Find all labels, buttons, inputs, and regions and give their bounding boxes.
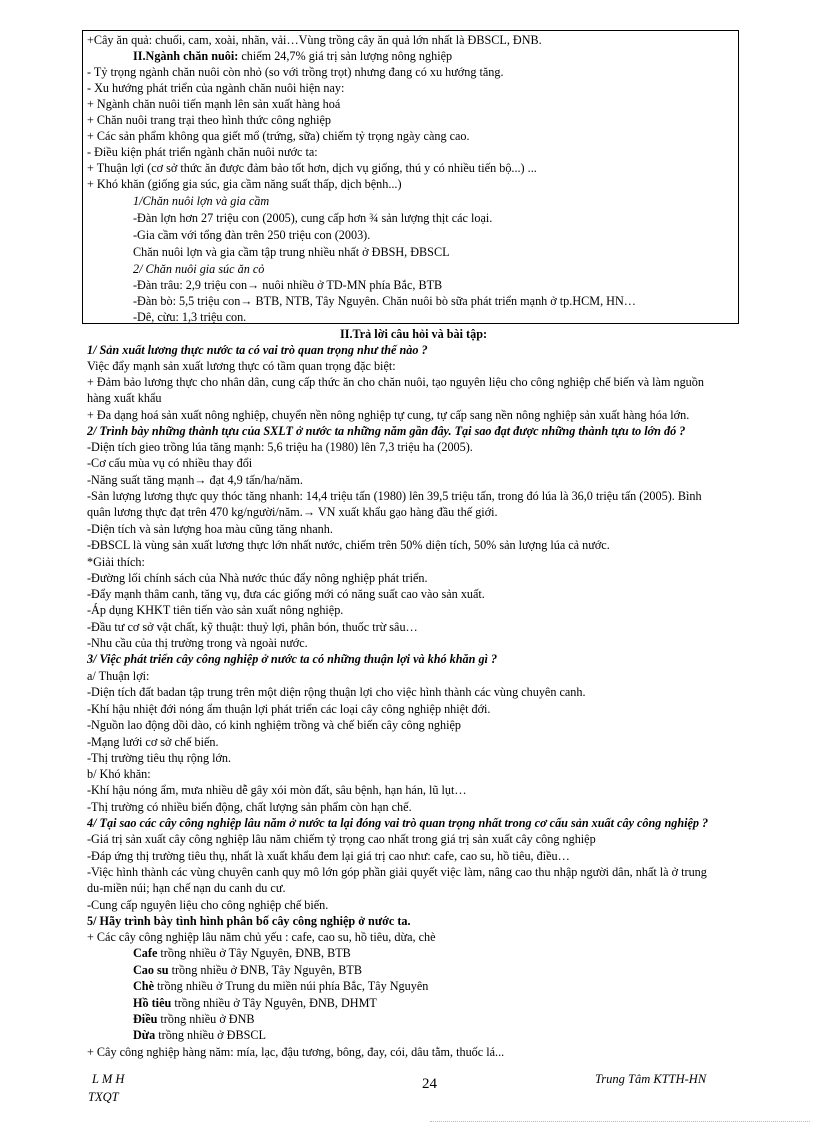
text-line: du-miền núi; hạn chế nạn du canh du cư. (87, 881, 286, 895)
crop-text: trồng nhiều ở Tây Nguyên, ĐNB, BTB (157, 946, 351, 960)
crop-name: Dừa (133, 1028, 156, 1042)
question-1: 1/ Sản xuất lương thực nước ta có vai trò quan trọng như thế nào ? (87, 343, 428, 357)
text-line: -Thị trường có nhiều biến động, chất lượng sản phẩm còn hạn chế. (87, 800, 412, 814)
text-line: -Đàn bò: 5,5 triệu con→ BTB, NTB, Tây Nguyên. Chăn nuôi bò sữa phát triển mạnh ở tp.HCM, HN… (133, 294, 636, 308)
crop-line (133, 963, 362, 978)
text-line: + Các cây công nghiệp lâu năm chủ yếu : cafe, cao su, hồ tiêu, dừa, chè (87, 930, 436, 944)
text-line: Chăn nuôi lợn và gia cầm tập trung nhiều nhất ở ĐBSH, ĐBSCL (133, 245, 450, 259)
crop-name: Hồ tiêu (133, 996, 172, 1010)
text-line: quân lương thực đạt trên 470 kg/người/năm.→ VN xuất khẩu gạo hàng đầu thế giới. (87, 505, 498, 519)
text-line: -Đáp ứng thị trường tiêu thụ, nhất là xuất khẩu đem lại giá trị cao như: cafe, cao su, hồ tiêu, điều… (87, 849, 570, 863)
text-line: - Điều kiện phát triển ngành chăn nuôi nước ta: (87, 145, 318, 159)
text-line: -Nhu cầu của thị trường trong và ngoài nước. (87, 636, 308, 650)
crop-text: trồng nhiều ở Tây Nguyên, ĐNB, DHMT (171, 996, 377, 1010)
crop-line (133, 1028, 266, 1043)
question-3: 3/ Việc phát triển cây công nghiệp ở nước ta có những thuận lợi và khó khăn gì ? (87, 652, 498, 666)
text-line: -Diện tích đất badan tập trung trên một diện rộng thuận lợi cho việc hình thành các vùng chuyên canh. (87, 685, 586, 699)
text-line: -Dê, cừu: 1,3 triệu con. (133, 310, 247, 324)
text-line: -Đàn lợn hơn 27 triệu con (2005), cung cấp hơn ¾ sản lượng thịt các loại. (133, 211, 493, 225)
text-line: -Việc hình thành các vùng chuyên canh quy mô lớn góp phần giải quyết việc làm, nâng cao thu nhập người dân, nhất là ở trung (87, 865, 707, 879)
crop-text: trồng nhiều ở ĐNB (157, 1012, 255, 1026)
text-line: Việc đẩy mạnh sản xuất lương thực có tầm quan trọng đặc biệt: (87, 359, 396, 373)
crop-name: Điều (133, 1012, 158, 1026)
text-line: -Đàn trâu: 2,9 triệu con→ nuôi nhiều ở TD-MN phía Bắc, BTB (133, 278, 443, 292)
text-line: -Gia cầm với tổng đàn trên 250 triệu con (2003). (133, 228, 371, 242)
question-2: 2/ Trình bày những thành tựu của SXLT ở nước ta những năm gần đây. Tại sao đạt được những thành tựu to lớn đó ? (87, 424, 686, 438)
text-line: -Sản lượng lương thực quy thóc tăng nhanh: 14,4 triệu tấn (1980) lên 39,5 triệu tấn, trong đó lúa là 36,0 triệu tấn (2005). Bình (87, 489, 702, 503)
text-line: -Diện tích gieo trồng lúa tăng mạnh: 5,6 triệu ha (1980) lên 7,3 triệu ha (2005). (87, 440, 473, 454)
crop-line (133, 946, 351, 961)
text-line: a/ Thuận lợi: (87, 669, 150, 683)
text-line: -Đường lối chính sách của Nhà nước thúc đẩy nông nghiệp phát triển. (87, 571, 428, 585)
text-line: + Khó khăn (giống gia súc, gia cầm năng suất thấp, dịch bệnh...) (87, 177, 402, 191)
text-line: +Cây ăn quả: chuối, cam, xoài, nhãn, vải…Vùng trồng cây ăn quả lớn nhất là ĐBSCL, ĐNB. (87, 33, 542, 47)
text-line: -Mạng lưới cơ sở chế biến. (87, 735, 219, 749)
text-line: + Chăn nuôi trang trại theo hình thức công nghiệp (87, 113, 331, 127)
text-line: -Cơ cấu mùa vụ có nhiều thay đổi (87, 456, 253, 470)
text-line: b/ Khó khăn: (87, 767, 151, 781)
text-line: hàng xuất khẩu (87, 391, 162, 405)
crop-line (133, 1012, 255, 1027)
text-line: -Giá trị sản xuất cây công nghiệp lâu năm chiếm tỷ trọng cao nhất trong giá trị sản xuất cây công nghiệp (87, 832, 596, 846)
text-line: -Khí hậu nhiệt đới nóng ẩm thuận lợi phát triển các loại cây công nghiệp nhiệt đới. (87, 702, 491, 716)
text-line: -Nguồn lao động dồi dào, có kinh nghiệm trồng và chế biến cây công nghiệp (87, 718, 461, 732)
heading-rest: chiếm 24,7% giá trị sản lượng nông nghiệp (238, 49, 453, 63)
crop-text: trồng nhiều ở Trung du miền núi phía Bắc, Tây Nguyên (154, 979, 429, 993)
text-line: - Xu hướng phát triển của ngành chăn nuôi hiện nay: (87, 81, 345, 95)
text-line: -Đẩy mạnh thâm canh, tăng vụ, đưa các giống mới có năng suất cao vào sản xuất. (87, 587, 485, 601)
text-line: -Khí hậu nóng ẩm, mưa nhiều dễ gây xói mòn đất, sâu bệnh, hạn hán, lũ lụt… (87, 783, 467, 797)
text-line: -ĐBSCL là vùng sản xuất lương thực lớn nhất nước, chiếm trên 50% diện tích, 50% sản lượng lúa cả nước. (87, 538, 610, 552)
text-line: + Đa dạng hoá sản xuất nông nghiệp, chuyển nền nông nghiệp tự cung, tự cấp sang nền nông nghiệp sản xuất hàng hóa lớn. (87, 408, 690, 422)
crop-line (133, 996, 377, 1011)
crop-name: Cao su (133, 963, 169, 977)
text-line: -Năng suất tăng mạnh→ đạt 4,9 tấn/ha/năm. (87, 473, 303, 487)
crop-name: Chè (133, 979, 154, 993)
crop-name: Cafe (133, 946, 158, 960)
text-line: -Cung cấp nguyên liệu cho công nghiệp chế biến. (87, 898, 329, 912)
text-line: + Thuận lợi (cơ sở thức ăn được đảm bảo tốt hơn, dịch vụ giống, thú y có nhiều tiến bộ...) ... (87, 161, 537, 175)
heading-label: II.Ngành chăn nuôi: (133, 49, 239, 63)
subheading: 2/ Chăn nuôi gia súc ăn cỏ (133, 262, 265, 276)
text-line: + Đảm bảo lương thực cho nhân dân, cung cấp thức ăn cho chăn nuôi, tạo nguyên liệu cho công nghiệp chế biến và làm nguồn (87, 375, 704, 389)
section-title: II.Trả lời câu hỏi và bài tập: (340, 327, 488, 341)
crop-text: trồng nhiều ở ĐBSCL (155, 1028, 266, 1042)
footer-author: L M H (92, 1072, 125, 1086)
text-line: + Cây công nghiệp hàng năm: mía, lạc, đậu tương, bông, đay, cói, dâu tằm, thuốc lá... (87, 1045, 505, 1059)
text-line: - Tỷ trọng ngành chăn nuôi còn nhỏ (so với trồng trọt) nhưng đang có xu hướng tăng. (87, 65, 504, 79)
text-line: -Áp dụng KHKT tiên tiến vào sản xuất nông nghiệp. (87, 603, 344, 617)
text-line: *Giải thích: (87, 555, 145, 569)
footer-school: TXQT (88, 1090, 119, 1104)
footer-center-name: Trung Tâm KTTH-HN (595, 1072, 707, 1086)
subheading: 1/Chăn nuôi lợn và gia cầm (133, 194, 270, 208)
question-5: 5/ Hãy trình bày tình hình phân bố cây công nghiệp ở nước ta. (87, 914, 411, 928)
crop-text: trồng nhiều ở ĐNB, Tây Nguyên, BTB (168, 963, 362, 977)
text-line: -Đầu tư cơ sở vật chất, kỹ thuật: thuỷ lợi, phân bón, thuốc trừ sâu… (87, 620, 418, 634)
question-4: 4/ Tại sao các cây công nghiệp lâu năm ở nước ta lại đóng vai trò quan trọng nhất trong cơ cấu sản xuất cây công nghiệp ? (87, 816, 709, 830)
text-line: -Thị trường tiêu thụ rộng lớn. (87, 751, 232, 765)
page-number: 24 (422, 1076, 437, 1092)
text-line: + Ngành chăn nuôi tiến mạnh lên sản xuất hàng hoá (87, 97, 341, 111)
crop-line (133, 979, 428, 994)
section-heading (133, 49, 452, 64)
text-line: + Các sản phẩm không qua giết mổ (trứng, sữa) chiếm tỷ trọng ngày càng cao. (87, 129, 470, 143)
text-line: -Diện tích và sản lượng hoa màu cũng tăng nhanh. (87, 522, 333, 536)
footer-rule (430, 1121, 810, 1122)
